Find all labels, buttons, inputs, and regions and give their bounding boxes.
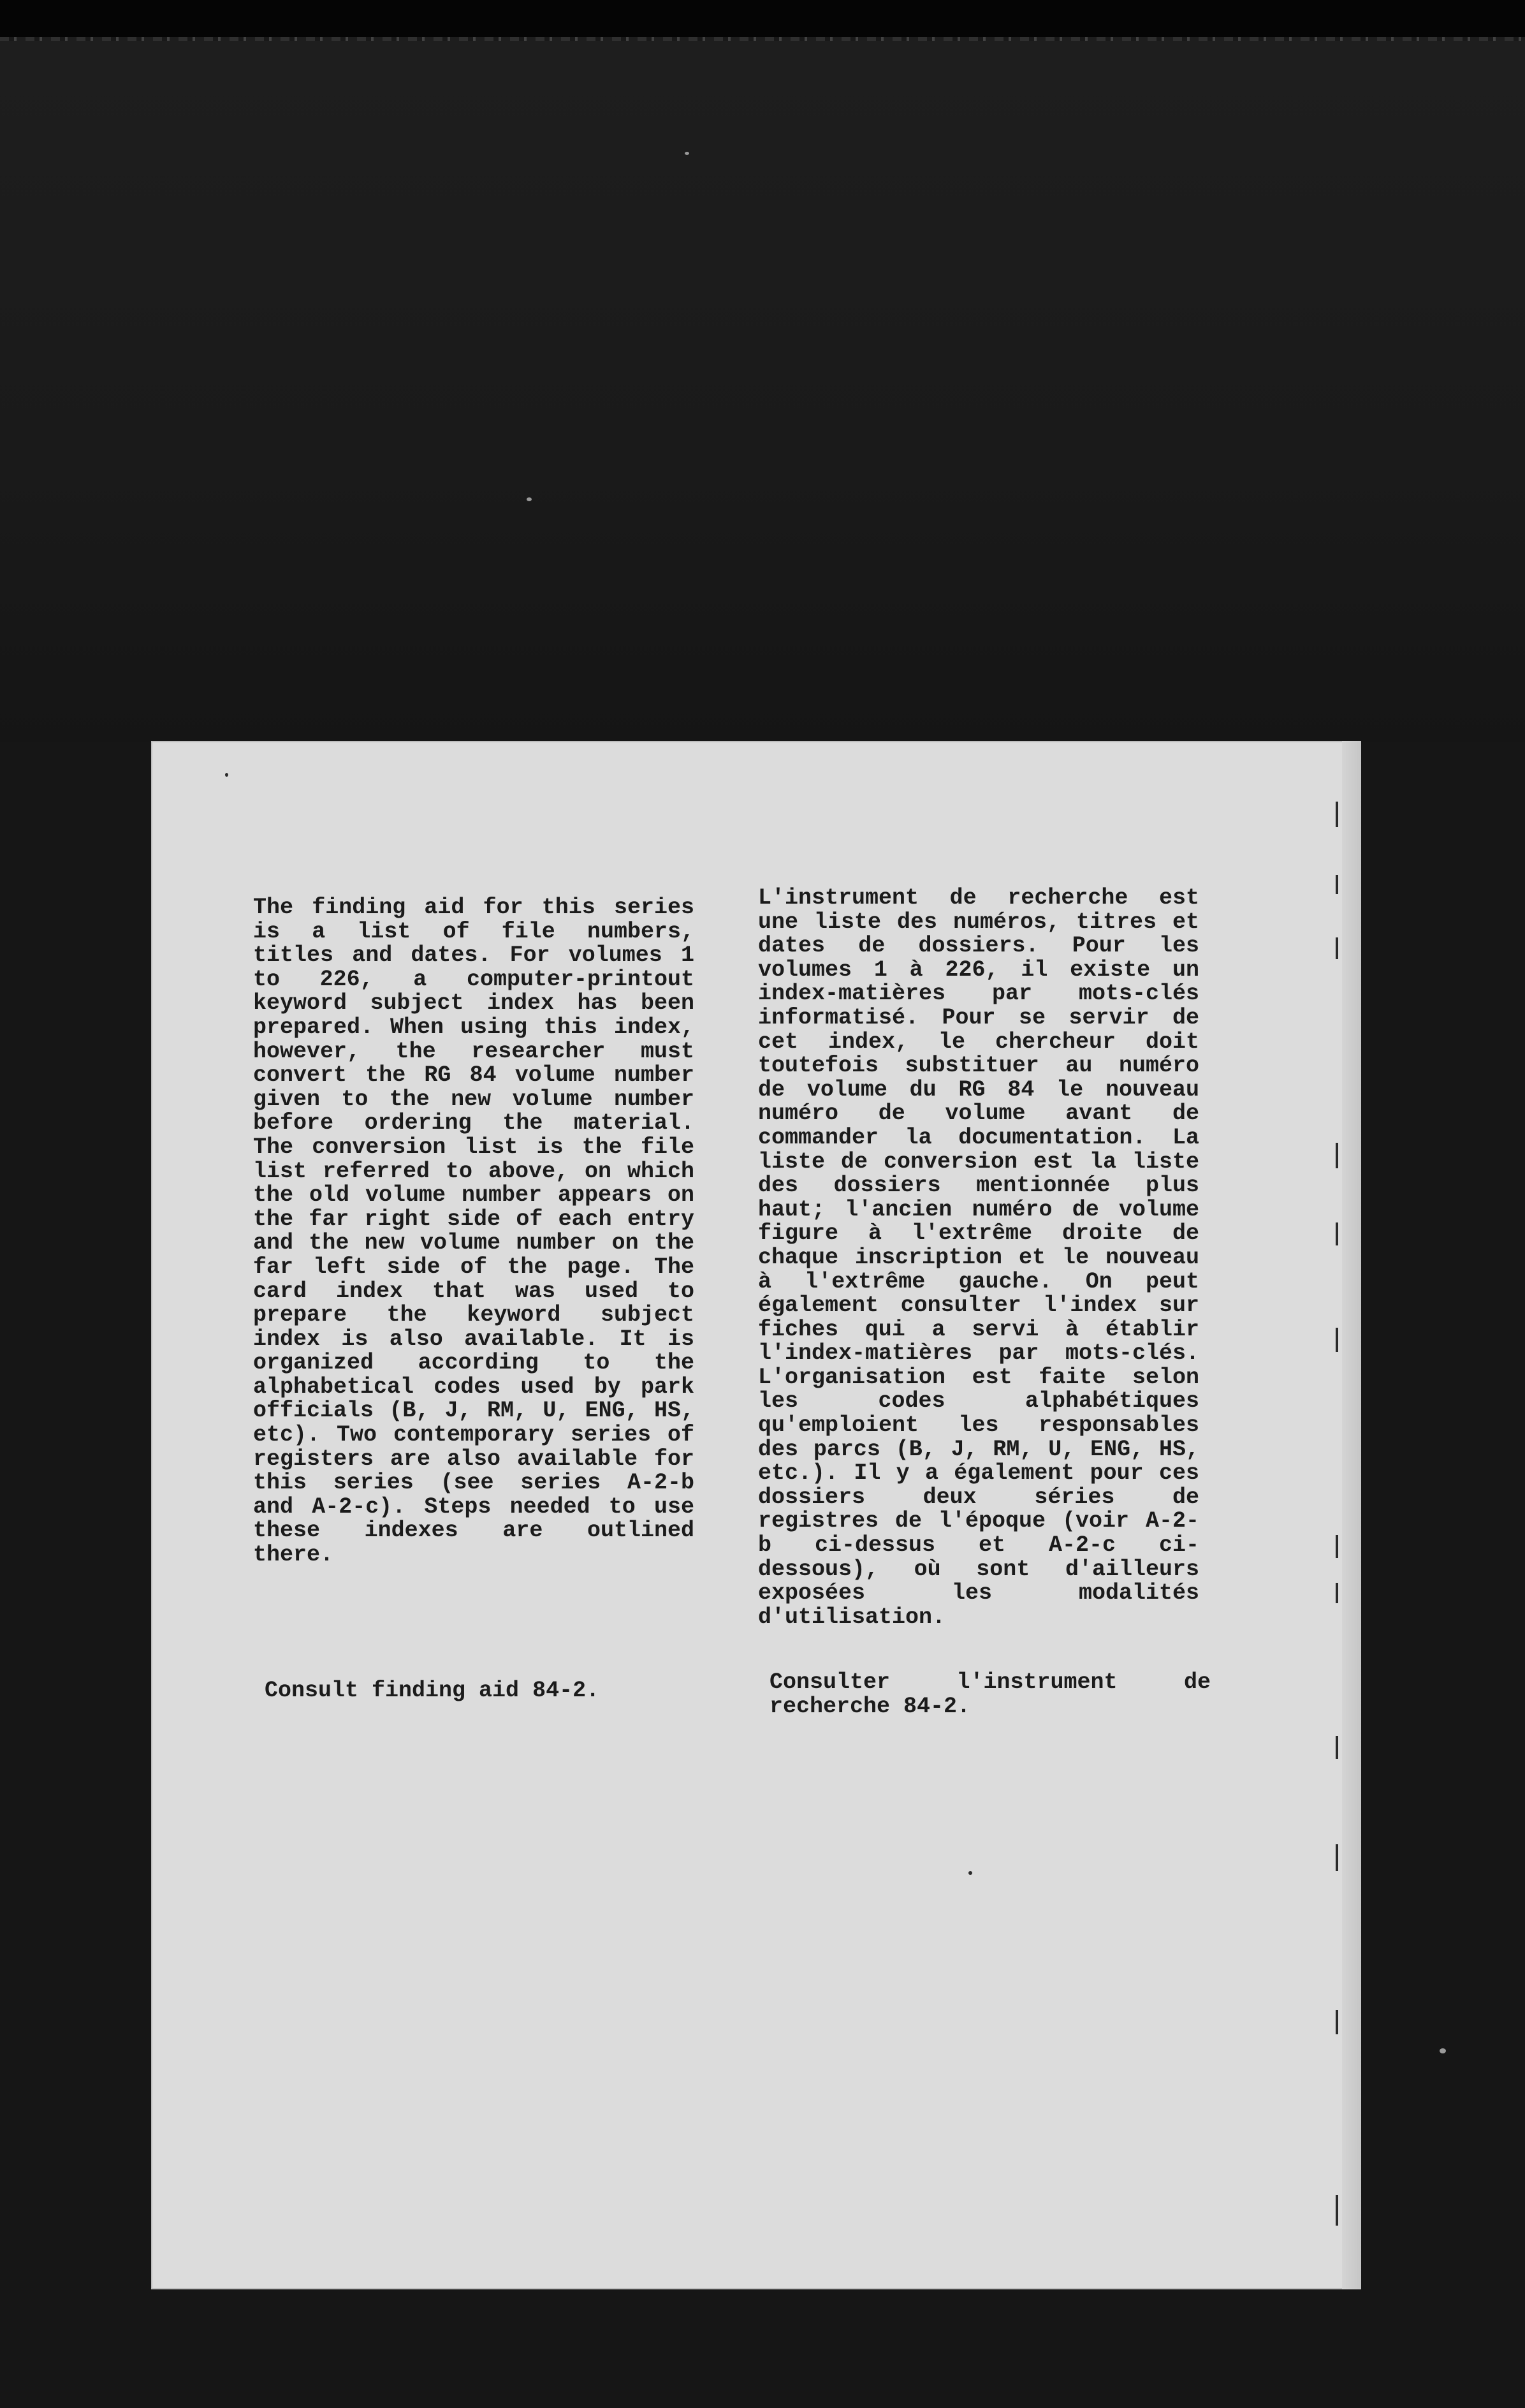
film-top-strip [0,0,1525,37]
french-consult-note: Consulter l'instrument de recherche 84-2. [770,1670,1211,1719]
edge-mark [1336,2010,1338,2034]
film-speck [527,497,532,501]
edge-mark [1336,937,1338,959]
edge-mark [1336,2195,1338,2226]
edge-mark [1336,1583,1338,1603]
french-paragraph: L'instrument de recherche est une liste des numéros, titres et dates de dossiers. Pour les volumes 1 à 226, il existe un index-matières par mots-clés informatisé. Pour se servir de cet index, le chercheur doit toutefois substituer au numéro de volume du RG 84 le nouveau numéro de volume avant de commander la documentation. La liste de conversion est la liste des dossiers mentionnée plus haut; l'ancien numéro de volume figure à l'extrême droite de chaque inscription et le nouveau à l'extrême gauche. On peut également consulter l'index sur fiches qui a servi à établir l'index-matières par mots-clés. L'organisation est faite selon les codes alphabétiques qu'emploient les responsables des parcs (B, J, RM, U, ENG, HS, etc.). Il y a également pour ces dossiers deux séries de registres de l'époque (voir A-2-b ci-dessus et A-2-c ci-dessous), où sont d'ailleurs exposées les modalités d'utilisation. [758,885,1199,1630]
film-speck [1440,2048,1446,2053]
french-column [758,886,1199,1629]
film-dark-area [0,41,1525,742]
edge-mark [1336,1844,1338,1871]
edge-mark [1336,1535,1338,1558]
document-page [151,741,1361,2289]
edge-mark [1336,1143,1338,1168]
paper-speck [225,773,228,777]
edge-mark [1336,1328,1338,1352]
english-paragraph: The finding aid for this series is a list of file numbers, titles and dates. For volumes 1 to 226, a computer-printout keyword subject index has been prepared. When using this index, however, the researcher must convert the RG 84 volume number given to the new volume number before ordering the material. The conversion list is the file list referred to above, on which the old volume number appears on the far right side of each entry and the new volume number on the far left side of the page. The card index that was used to prepare the keyword subject index is also available. It is organized according to the alphabetical codes used by park officials (B, J, RM, U, ENG, HS, etc). Two contemporary series of registers are also available for this series (see series A-2-b and A-2-c). Steps needed to use these indexes are outlined there. [253,895,694,1568]
page-right-edge [1342,741,1361,2289]
english-consult-note: Consult finding aid 84-2. [265,1678,600,1703]
paper-speck [968,1871,972,1875]
english-column [253,896,694,1567]
edge-mark [1336,875,1338,894]
edge-mark [1336,1736,1338,1759]
edge-mark [1336,1222,1338,1245]
edge-mark [1336,802,1338,827]
film-speck [685,152,689,155]
